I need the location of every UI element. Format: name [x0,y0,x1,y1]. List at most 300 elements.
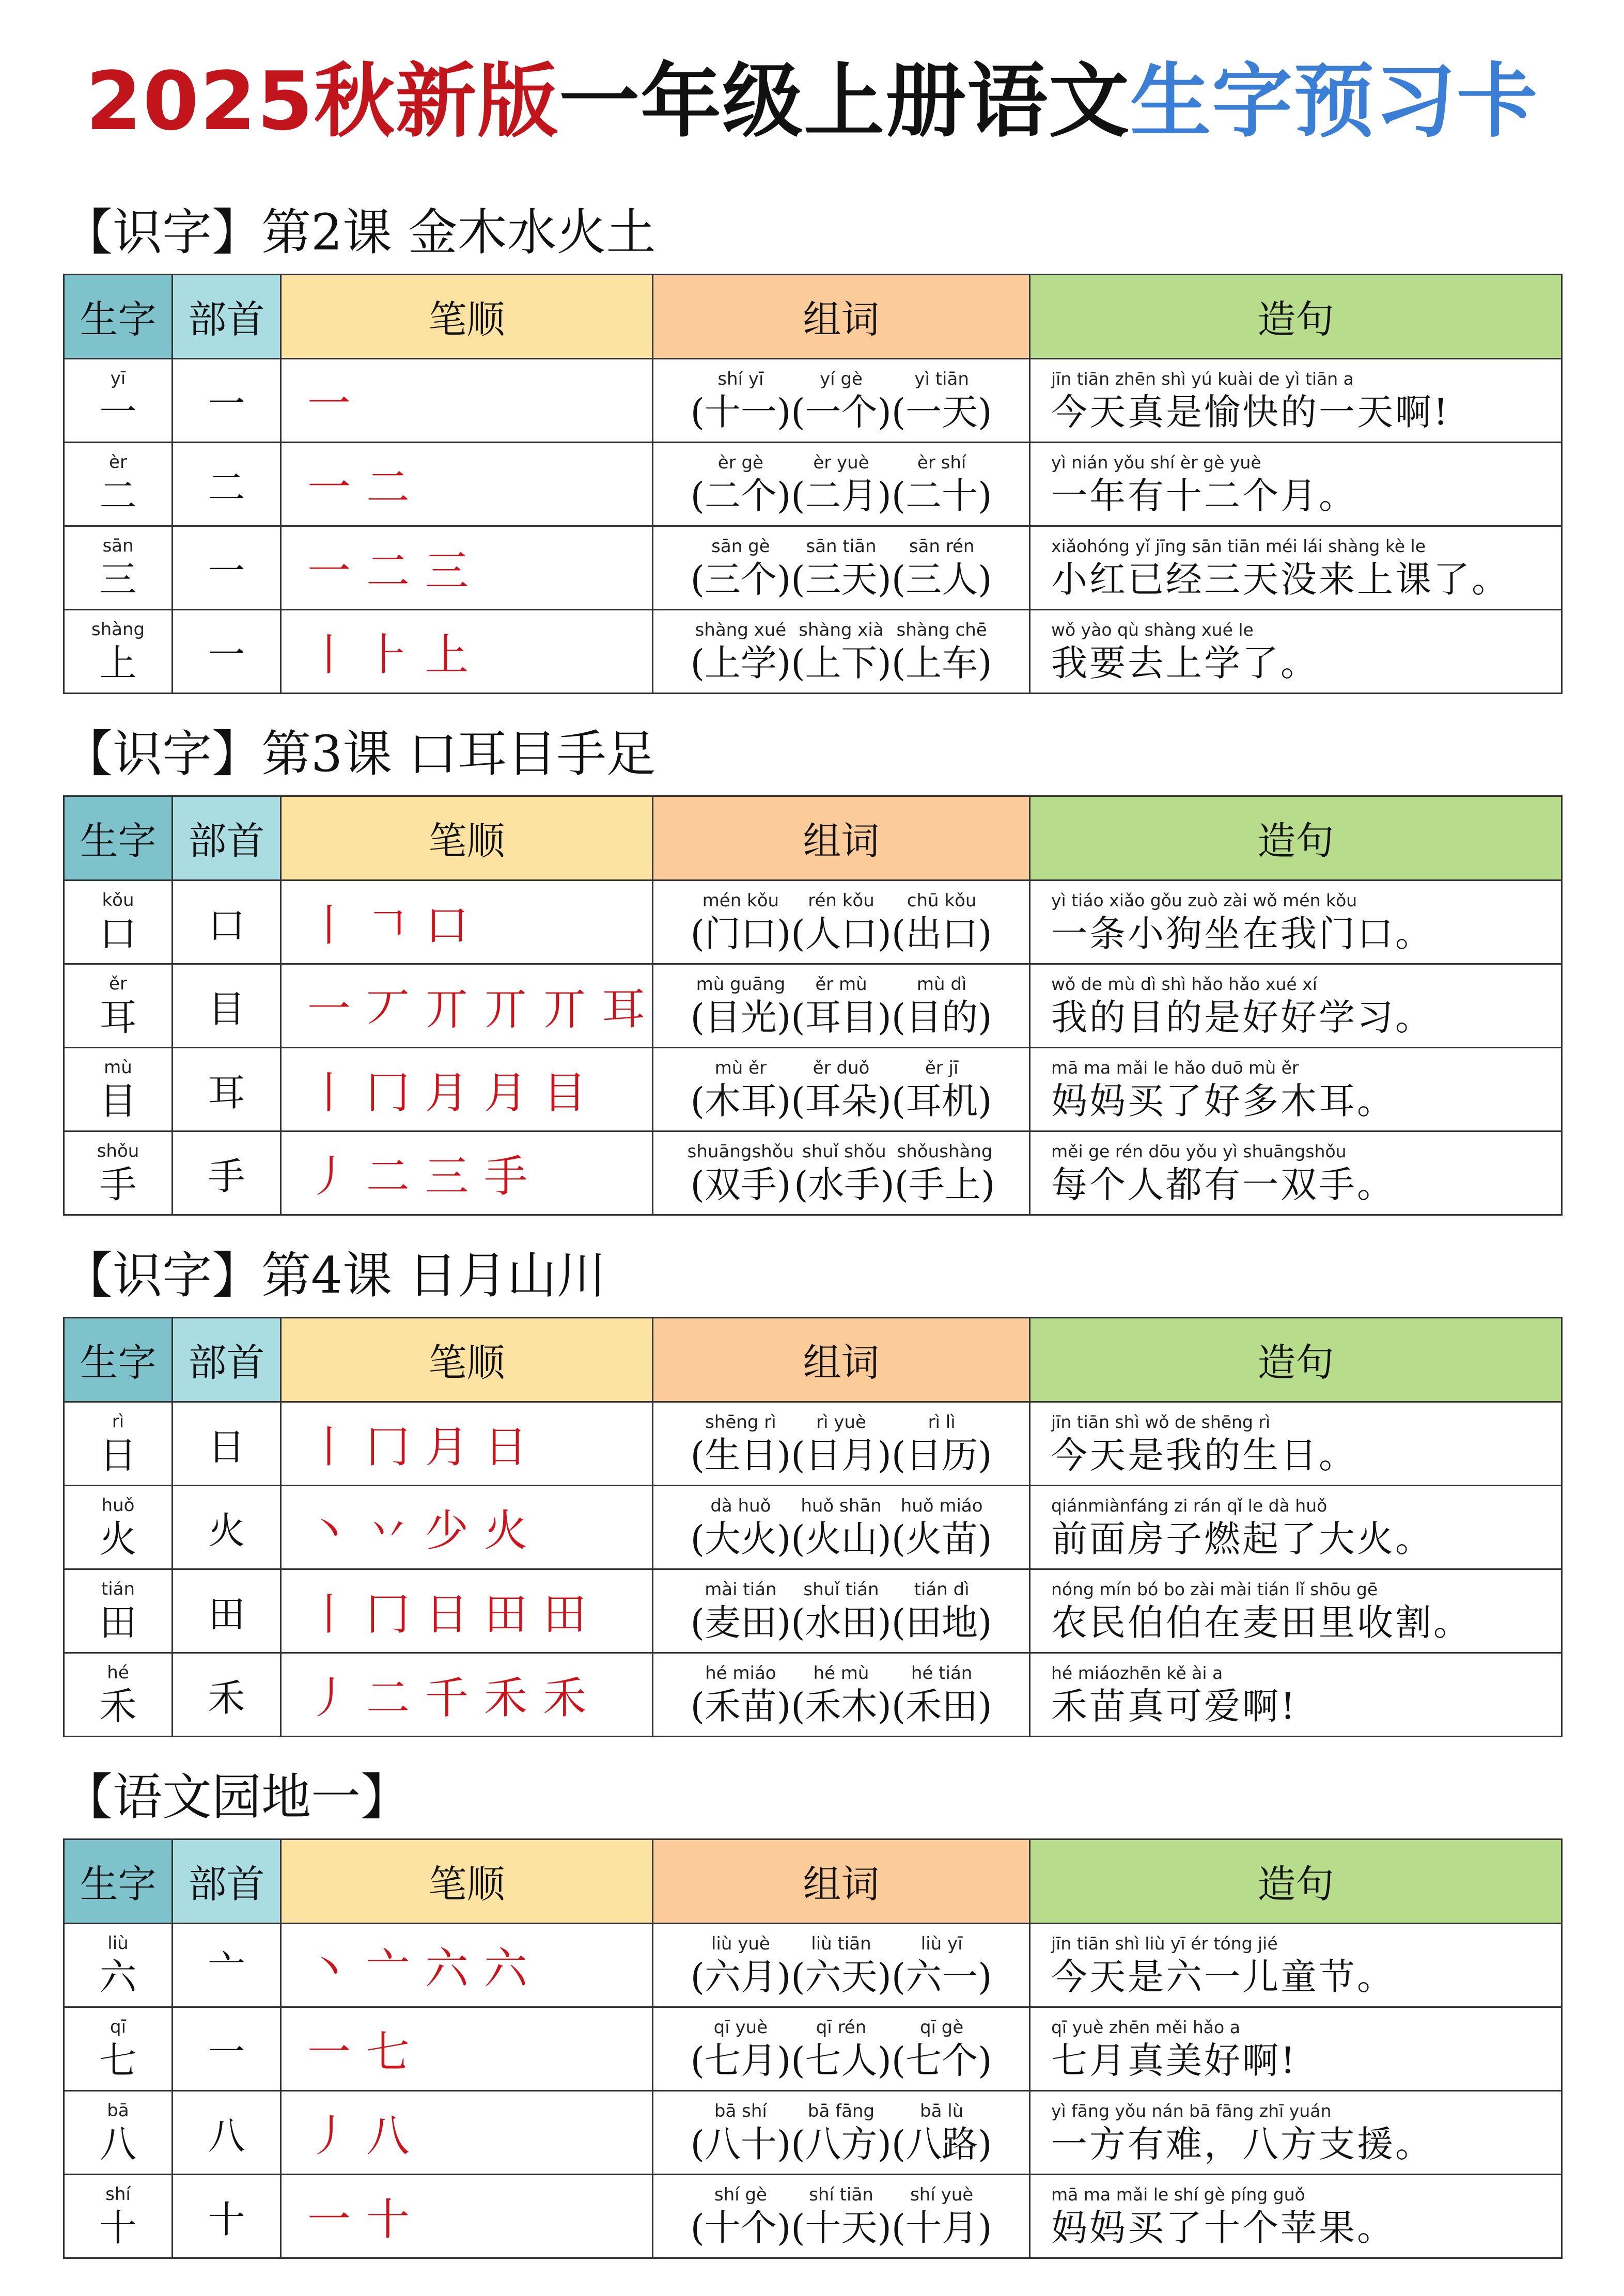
word-pinyin: sān rén [909,536,975,557]
table-row [64,526,1562,610]
stroke-step: 一 [307,2027,351,2078]
stroke-step: 𠃍 [366,900,410,951]
radical-glyph: 一 [208,2030,245,2074]
radical-glyph: 二 [208,465,245,509]
stroke-step: 七 [366,2027,410,2078]
header-words: 组词 [653,1318,1030,1402]
word-item [791,1057,892,1123]
word-pinyin: shàng chē [896,619,987,640]
stroke-step: 一 [307,546,351,596]
stroke-step: 一 [307,379,351,429]
word-text: (禾田) [891,1685,992,1727]
char-glyph: 八 [99,2122,137,2166]
word-item [791,1932,892,1999]
lesson-section [63,713,1561,1216]
char-pinyin: liù [107,1932,129,1954]
radical-cell [173,880,281,964]
stroke-order-cell [281,1924,653,2007]
word-text: (日历) [891,1434,992,1476]
char-glyph: 六 [99,1955,137,1999]
sentence-cell [1030,2091,1562,2175]
word-item [892,619,992,685]
word-item [791,2016,892,2082]
word-item [691,2183,791,2250]
word-group-cell [653,526,1030,610]
word-item [791,368,892,434]
word-pinyin: liù yī [920,1933,963,1954]
word-text: (上车) [891,641,992,684]
section-title: 【识字】第4课 日月山川 [63,1247,606,1304]
word-text: (大火) [690,1517,791,1560]
word-group-cell [653,1569,1030,1653]
table-header-row [64,796,1562,880]
word-item [688,1140,794,1206]
char-cell [64,2091,173,2175]
word-pinyin: yí gè [820,368,863,389]
stroke-step: 二 [366,546,410,596]
radical-cell [173,1131,281,1215]
radical-cell [173,1048,281,1131]
stroke-step: 禾 [543,1673,587,1723]
stroke-step: 亠 [366,1943,410,1994]
sentence-text: 农民伯伯在麦田里收割。 [1051,1601,1472,1644]
sentence-cell [1030,2007,1562,2091]
header-words: 组词 [653,796,1030,880]
header-sentence: 造句 [1030,1839,1562,1924]
sentence-text: 一年有十二个月。 [1051,474,1357,517]
character-table [63,1838,1563,2259]
radical-cell [173,2175,281,2258]
word-pinyin: hé tián [911,1662,973,1684]
table-row [64,2007,1562,2091]
word-item [791,2183,892,2250]
word-item [691,535,791,601]
stroke-step: 上 [425,630,469,680]
word-text: (耳机) [891,1079,992,1122]
header-words: 组词 [653,1839,1030,1924]
radical-glyph: 手 [208,1154,245,1198]
word-pinyin: shàng xué [695,619,787,640]
header-radical: 部首 [173,275,281,359]
sentence-pinyin: měi ge rén dōu yǒu yì shuāngshǒu [1051,1141,1347,1161]
radical-glyph: 田 [208,1592,245,1636]
word-text: (禾木) [791,1685,892,1727]
sentence-pinyin: hé miáozhēn kě ài a [1051,1662,1223,1683]
header-sentence: 造句 [1030,796,1562,880]
char-glyph: 口 [99,911,137,955]
char-glyph: 上 [99,641,137,685]
char-cell [64,1048,173,1131]
sentence-pinyin: mā ma mǎi le hǎo duō mù ěr [1051,1057,1299,1078]
radical-cell [173,443,281,526]
sentence-pinyin: nóng mín bó bo zài mài tián lǐ shōu gē [1051,1579,1378,1599]
stroke-order-cell [281,1131,653,1215]
char-cell [64,2007,173,2091]
word-text: (十一) [690,390,791,433]
char-cell [64,1569,173,1653]
table-row [64,2091,1562,2175]
word-item [791,2100,892,2166]
sentence-text: 今天是我的生日。 [1051,1434,1357,1476]
sentence-text: 一条小狗坐在我门口。 [1051,912,1433,955]
stroke-step: 丨 [307,630,351,680]
word-text: (木耳) [690,1079,791,1122]
word-pinyin: ěr duǒ [813,1057,870,1078]
char-pinyin: shí [105,2183,131,2205]
word-pinyin: mài tián [705,1579,777,1600]
stroke-step: 八 [366,2111,410,2161]
stroke-step: 一 [307,2194,351,2245]
word-text: (田地) [891,1601,992,1644]
word-item [691,619,791,685]
word-pinyin: hé miáo [705,1662,776,1684]
stroke-step: ⺊ [366,630,410,680]
word-text: (目光) [690,996,791,1039]
sentence-pinyin: jīn tiān shì wǒ de shēng rì [1051,1411,1271,1432]
stroke-step: 丶 [307,1943,351,1994]
word-pinyin: shuǐ shǒu [802,1141,886,1162]
stroke-step: 千 [425,1673,469,1723]
word-group-cell [653,1486,1030,1569]
word-pinyin: shí gè [714,2184,767,2205]
char-cell [64,1486,173,1569]
stroke-order-cell [281,526,653,610]
word-pinyin: qī yuè [713,2017,768,2038]
stroke-step: 十 [366,2194,410,2245]
sentence-cell [1030,610,1562,694]
char-pinyin: yī [110,368,126,389]
stroke-step: 日 [425,1589,469,1640]
stroke-step: 二 [366,1673,410,1723]
word-group-cell [653,1048,1030,1131]
word-item [892,451,992,517]
sentence-pinyin: wǒ yào qù shàng xué le [1051,619,1254,640]
word-pinyin: shuǐ tián [803,1579,879,1600]
word-pinyin: mù dì [916,973,967,995]
section-title: 【识字】第2课 金木水火土 [63,203,656,261]
table-row [64,964,1562,1048]
word-text: (麦田) [690,1601,791,1644]
word-text: (目的) [891,996,992,1039]
stroke-step: 日 [484,1422,528,1472]
radical-cell [173,2007,281,2091]
radical-glyph: 日 [208,1425,245,1469]
radical-glyph: 一 [208,382,245,426]
table-row [64,1653,1562,1737]
header-radical: 部首 [173,1839,281,1924]
word-pinyin: rì yuè [816,1411,866,1433]
char-pinyin: sān [102,535,134,556]
sentence-cell [1030,1924,1562,2007]
radical-glyph: 十 [208,2197,245,2241]
stroke-step: 目 [543,1067,587,1118]
word-pinyin: sān gè [711,536,770,557]
radical-cell [173,964,281,1048]
word-pinyin: shí tiān [809,2184,873,2205]
stroke-order-cell [281,2175,653,2258]
radical-glyph: 目 [208,987,245,1031]
word-text: (日月) [791,1434,892,1476]
character-table [63,795,1563,1216]
stroke-step: 口 [425,900,469,951]
section-title: 【识字】第3课 口耳目手足 [63,725,656,783]
header-char: 生字 [64,275,173,359]
word-item [691,1932,791,1999]
word-group-cell [653,2007,1030,2091]
char-glyph: 目 [99,1079,137,1123]
word-group-cell [653,1131,1030,1215]
radical-glyph: 火 [208,1508,245,1552]
word-item [691,451,791,517]
word-group-cell [653,880,1030,964]
word-item [691,1578,791,1644]
character-table [63,274,1563,694]
word-item [691,973,791,1039]
char-pinyin: hé [107,1662,129,1683]
radical-glyph: 耳 [208,1071,245,1114]
sentence-pinyin: yì fāng yǒu nán bā fāng zhī yuán [1051,2100,1332,2121]
word-item [691,1495,791,1561]
word-item [892,2100,992,2166]
char-glyph: 一 [99,390,137,434]
word-pinyin: rì lì [928,1411,956,1433]
stroke-step: 耳 [602,984,646,1034]
word-pinyin: qī rén [816,2017,867,2038]
stroke-step: 手 [484,1151,528,1202]
word-item [791,1578,892,1644]
char-pinyin: huǒ [101,1495,135,1516]
char-cell [64,1924,173,2007]
word-text: (二月) [791,474,892,517]
sentence-cell [1030,1402,1562,1486]
header-words: 组词 [653,275,1030,359]
char-cell [64,880,173,964]
header-strokes: 笔顺 [281,796,653,880]
sentence-pinyin: wǒ de mù dì shì hǎo hǎo xué xí [1051,973,1317,994]
sentence-pinyin: yì nián yǒu shí èr gè yuè [1051,452,1261,473]
sentence-text: 每个人都有一双手。 [1051,1163,1395,1206]
sentence-cell [1030,2175,1562,2258]
stroke-step: 丨 [307,900,351,951]
header-sentence: 造句 [1030,1318,1562,1402]
radical-cell [173,1486,281,1569]
word-item [791,451,892,517]
stroke-order-cell [281,1569,653,1653]
word-text: (门口) [690,912,791,955]
word-pinyin: èr gè [717,452,763,473]
stroke-step: 六 [484,1943,528,1994]
word-pinyin: ěr mù [815,973,867,995]
word-item [892,889,992,955]
word-text: (生日) [690,1434,791,1476]
sentence-text: 今天是六一儿童节。 [1051,1955,1395,1998]
word-group-cell [653,2091,1030,2175]
word-item [791,889,892,955]
radical-glyph: 一 [208,633,245,677]
stroke-step: 丨 [307,1422,351,1472]
word-item [691,368,791,434]
stroke-step: 三 [425,1151,469,1202]
radical-cell [173,610,281,694]
char-glyph: 日 [99,1433,137,1477]
word-group-cell [653,610,1030,694]
header-char: 生字 [64,796,173,880]
sentence-text: 一方有难，八方支援。 [1051,2122,1433,2165]
sentence-text: 今天真是愉快的一天啊! [1051,390,1450,433]
table-row [64,880,1562,964]
word-item [892,1057,992,1123]
table-row [64,610,1562,694]
word-text: (十个) [690,2206,791,2249]
char-pinyin: mù [104,1057,132,1078]
word-item [892,1932,992,1999]
word-pinyin: yì tiān [914,368,969,389]
word-pinyin: mén kǒu [702,890,779,911]
word-pinyin: bā shí [714,2100,767,2121]
sentence-text: 妈妈买了十个苹果。 [1051,2206,1395,2249]
table-row [64,1486,1562,1569]
stroke-order-cell [281,1048,653,1131]
stroke-step: 二 [366,1151,410,1202]
sentence-pinyin: mā ma mǎi le shí gè píng guǒ [1051,2184,1305,2205]
word-pinyin: shēng rì [705,1411,776,1433]
stroke-step: 冂 [366,1422,410,1472]
char-pinyin: tián [101,1578,135,1599]
word-pinyin: èr shí [917,452,966,473]
stroke-step: 火 [484,1505,528,1556]
sentence-pinyin: jīn tiān zhēn shì yú kuài de yì tiān a [1051,368,1354,389]
word-text: (上下) [791,641,892,684]
word-pinyin: mù ěr [714,1057,767,1078]
word-group-cell [653,359,1030,443]
word-text: (水手) [794,1163,895,1206]
word-pinyin: huǒ miáo [900,1495,983,1516]
word-text: (二十) [891,474,992,517]
sentence-pinyin: yì tiáo xiǎo gǒu zuò zài wǒ mén kǒu [1051,890,1357,910]
char-pinyin: èr [109,451,127,473]
word-group-cell [653,1653,1030,1737]
section-title: 【语文园地一】 [63,1768,410,1826]
char-pinyin: shàng [91,619,145,640]
radical-cell [173,1653,281,1737]
table-header-row [64,275,1562,359]
word-group-cell [653,1924,1030,2007]
stroke-step: 丌 [425,984,469,1034]
header-radical: 部首 [173,1318,281,1402]
word-item [691,889,791,955]
sentence-pinyin: jīn tiān shì liù yī ér tóng jié [1051,1933,1278,1954]
word-item [892,973,992,1039]
word-item [791,1495,892,1561]
radical-cell [173,2091,281,2175]
char-pinyin: ěr [109,973,127,994]
radical-glyph: 八 [208,2114,245,2158]
word-text: (八方) [791,2122,892,2165]
char-glyph: 三 [99,557,137,601]
word-text: (八十) [690,2122,791,2165]
char-cell [64,610,173,694]
word-pinyin: tián dì [914,1579,970,1600]
word-text: (一天) [891,390,992,433]
word-pinyin: huǒ shān [801,1495,882,1516]
char-glyph: 七 [99,2038,137,2082]
word-text: (上学) [690,641,791,684]
radical-glyph: 一 [208,549,245,593]
word-text: (六天) [791,1955,892,1998]
word-text: (三人) [891,558,992,601]
table-row [64,359,1562,443]
sentence-cell [1030,1569,1562,1653]
stroke-step: 田 [543,1589,587,1640]
table-row [64,1924,1562,2007]
word-pinyin: shí yuè [910,2184,974,2205]
table-row [64,2175,1562,2258]
word-pinyin: èr yuè [813,452,869,473]
sentence-cell [1030,1131,1562,1215]
sentence-text: 七月真美好啊! [1051,2039,1298,2082]
word-text: (十月) [891,2206,992,2249]
sentence-cell [1030,964,1562,1048]
stroke-step: 二 [366,462,410,513]
word-text: (水田) [791,1601,892,1644]
title-part-grade: 一年级上册语文 [559,54,1131,148]
word-pinyin: hé mù [813,1662,869,1684]
stroke-order-cell [281,443,653,526]
word-item [791,973,892,1039]
table-row [64,1569,1562,1653]
word-text: (手上) [894,1163,995,1206]
stroke-step: 丿 [307,1151,351,1202]
word-item [892,2183,992,2250]
word-text: (火苗) [891,1517,992,1560]
header-radical: 部首 [173,796,281,880]
word-item [892,1495,992,1561]
word-pinyin: bā fāng [807,2100,875,2121]
word-text: (火山) [791,1517,892,1560]
stroke-step: 月 [425,1422,469,1472]
sentence-pinyin: qī yuè zhēn měi hǎo a [1051,2017,1240,2037]
word-pinyin: liù yuè [711,1933,770,1954]
word-pinyin: liù tiān [811,1933,871,1954]
char-pinyin: kǒu [102,889,134,910]
word-item [892,1578,992,1644]
stroke-step: 少 [425,1505,469,1556]
word-pinyin: shǒushàng [897,1141,993,1162]
word-text: (七月) [690,2039,791,2082]
word-item [691,2016,791,2082]
char-cell [64,1131,173,1215]
word-text: (六月) [690,1955,791,1998]
word-pinyin: shuāngshǒu [687,1141,794,1162]
radical-cell [173,1924,281,2007]
stroke-step: 月 [484,1067,528,1118]
stroke-order-cell [281,880,653,964]
radical-cell [173,1402,281,1486]
char-glyph: 禾 [99,1684,137,1728]
char-pinyin: bā [107,2100,129,2121]
table-row [64,1402,1562,1486]
stroke-step: 冂 [366,1067,410,1118]
word-pinyin: chū kǒu [907,890,977,911]
sentence-cell [1030,359,1562,443]
stroke-step: 丿 [307,1673,351,1723]
word-group-cell [653,964,1030,1048]
lesson-section [63,1234,1561,1737]
word-item [892,1411,992,1477]
stroke-order-cell [281,2007,653,2091]
char-cell [64,2175,173,2258]
table-row [64,1131,1562,1215]
